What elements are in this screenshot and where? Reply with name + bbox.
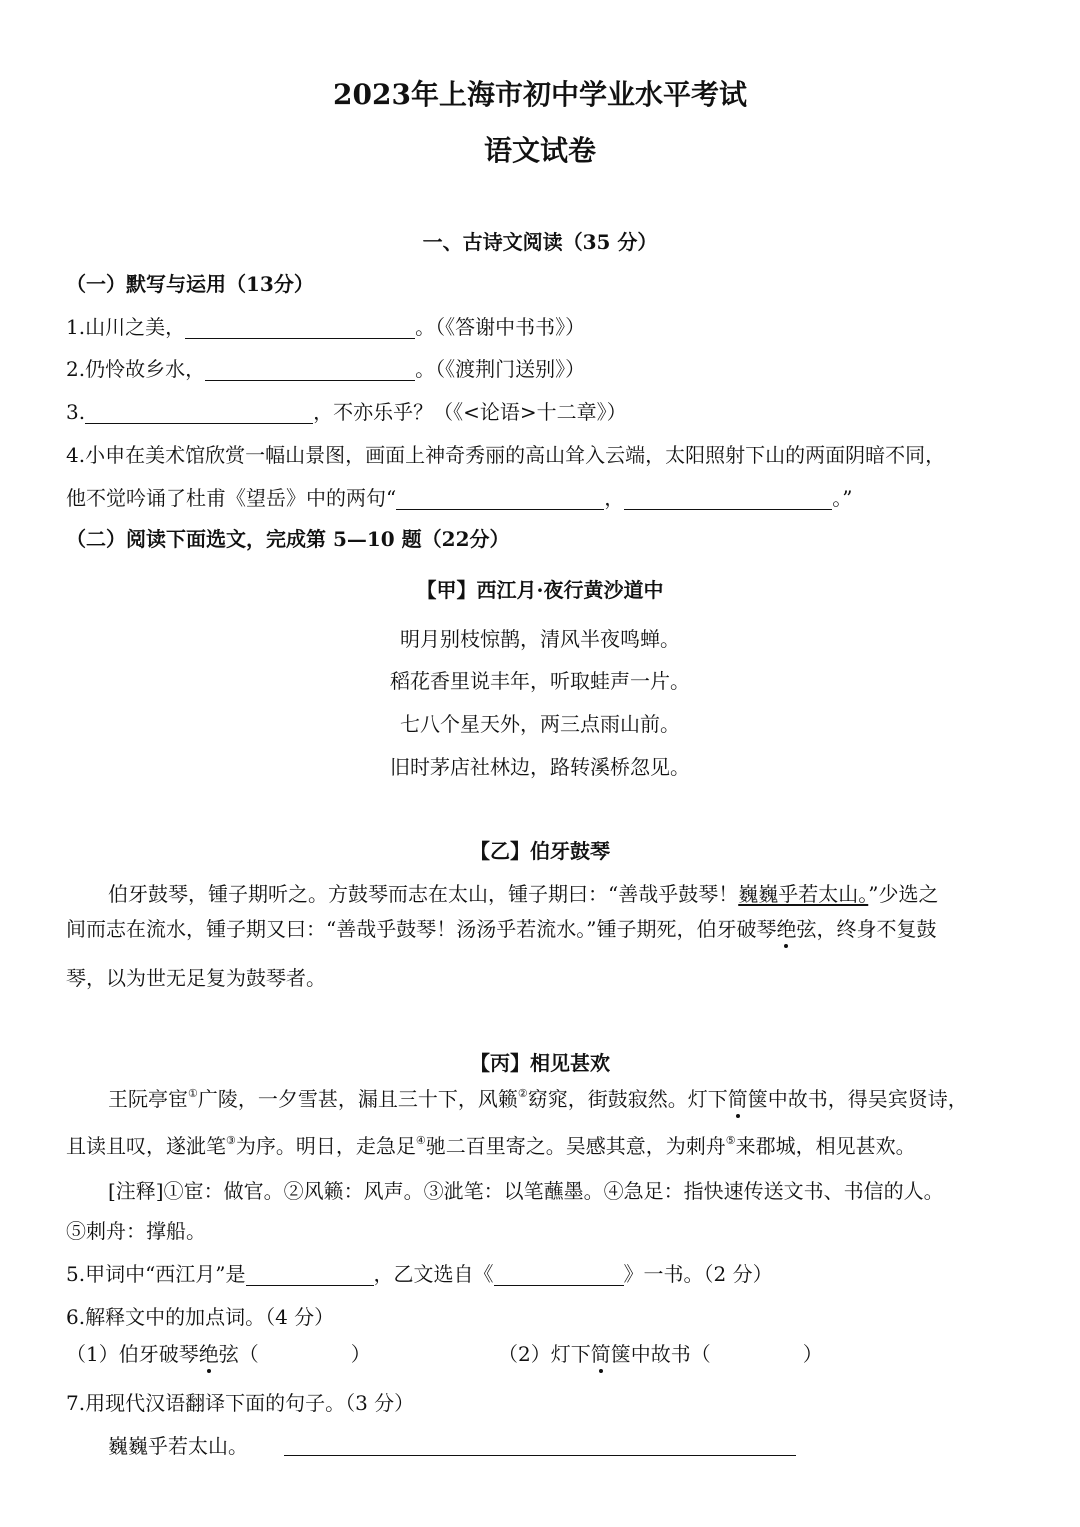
part1-heading: （一）默写与运用（13分） <box>66 272 314 296</box>
annotation-line2: ⑤刺舟：撑船。 <box>66 1219 206 1243</box>
bing-text: 广陵，一夕雪甚，漏且三十下，风籁 <box>197 1087 518 1111</box>
text-yi-para-line1 <box>108 882 938 906</box>
poem-jia-title: 【甲】西江月·夜行黄沙道中 <box>416 578 664 602</box>
question-2 <box>66 357 585 381</box>
question-1 <box>66 315 585 339</box>
poem-jia-line: 旧时茅店社林边，路转溪桥忽见。 <box>390 755 690 779</box>
q4-answer-blank-1[interactable] <box>396 489 604 510</box>
q6a-suffix: 弦（ <box>218 1342 259 1366</box>
annotation-line1: [注释]①宦：做官。②风籁：风声。③泚笔：以笔蘸墨。④急足：指快速传送文书、书信的人。 <box>108 1179 944 1203</box>
q5-answer-blank-1[interactable] <box>246 1265 374 1286</box>
question-3 <box>66 400 627 424</box>
question-4-line2 <box>66 486 852 510</box>
bing-text: 王阮亭宦 <box>108 1087 188 1111</box>
yi-text: 伯牙鼓琴，锺子期听之。方鼓琴而志在太山，锺子期曰：“善哉乎鼓琴！ <box>108 882 739 906</box>
text-yi-para-line3: 琴，以为世无足复为鼓琴者。 <box>66 966 326 990</box>
exam-title: 2023年上海市初中学业水平考试 <box>333 78 747 111</box>
yi-text: 弦，终身不复鼓 <box>796 917 937 941</box>
q1-prefix: 1.山川之美， <box>66 315 186 339</box>
bing-text: 箧中故书，得吴宾贤诗， <box>747 1087 968 1111</box>
part2-heading: （二）阅读下面选文，完成第 5—10 题（22分） <box>66 527 510 551</box>
question-5 <box>66 1262 773 1286</box>
yi-text: ”少选之 <box>868 882 939 906</box>
question-7-stem: 7.用现代汉语翻译下面的句子。（3 分） <box>66 1391 415 1415</box>
poem-jia-line: 稻花香里说丰年，听取蛙声一片。 <box>390 669 690 693</box>
yi-underlined-sentence: 巍巍乎若太山。 <box>738 882 869 906</box>
text-bing-title: 【丙】相见甚欢 <box>470 1051 610 1075</box>
q6b-dotted-word: 简 <box>590 1342 611 1366</box>
text-yi-title: 【乙】伯牙鼓琴 <box>470 839 610 863</box>
text-yi-para-line2 <box>66 917 936 941</box>
q2-suffix: 。（《渡荆门送别》） <box>415 357 586 381</box>
footnote-marker: ① <box>188 1087 198 1100</box>
q3-prefix: 3. <box>66 400 86 424</box>
text-bing-para-line2 <box>66 1134 916 1158</box>
q5-answer-blank-2[interactable] <box>494 1265 624 1286</box>
bing-text: 为序。明日，走急足 <box>235 1134 416 1158</box>
q4-answer-blank-2[interactable] <box>624 489 832 510</box>
footnote-marker: ⑤ <box>725 1134 736 1147</box>
q6a-prefix: （1）伯牙破琴 <box>66 1342 199 1366</box>
question-4-line1: 4.小申在美术馆欣赏一幅山景图，画面上神奇秀丽的高山耸入云端，太阳照射下山的两面阴暗不同， <box>66 443 946 467</box>
bing-dotted-word: 简 <box>727 1087 748 1111</box>
section-heading: 一、古诗文阅读（35 分） <box>422 230 658 254</box>
q6a-dotted-word: 绝 <box>198 1342 219 1366</box>
footnote-marker: ④ <box>415 1134 426 1147</box>
yi-dotted-word: 绝 <box>776 917 797 941</box>
footnote-marker: ② <box>517 1087 528 1100</box>
q5-prefix: 5.甲词中“西江月”是 <box>66 1262 246 1286</box>
q4-prefix: 他不觉吟诵了杜甫《望岳》中的两句“ <box>66 486 397 510</box>
poem-jia-line: 明月别枝惊鹊，清风半夜鸣蝉。 <box>400 627 680 651</box>
q2-prefix: 2.仍怜故乡水， <box>66 357 206 381</box>
poem-jia-line: 七八个星天外，两三点雨山前。 <box>400 712 680 736</box>
yi-text: 间而志在流水，锺子期又曰：“善哉乎鼓琴！汤汤乎若流水。”锺子期死，伯牙破琴 <box>66 917 777 941</box>
q7-answer-line[interactable] <box>284 1455 796 1456</box>
bing-text: 窈窕，街鼓寂然。灯下 <box>527 1087 728 1111</box>
question-6-b <box>498 1342 823 1366</box>
bing-text: 来郡城，相见甚欢。 <box>735 1134 916 1158</box>
question-7-sentence: 巍巍乎若太山。 <box>108 1434 248 1458</box>
q6b-close: ） <box>802 1342 823 1366</box>
q2-answer-blank[interactable] <box>205 360 415 381</box>
q6b-suffix: 箧中故书（ <box>610 1342 711 1366</box>
bing-text: 驰二百里寄之。吴感其意，为刺舟 <box>425 1134 726 1158</box>
q6a-close: ） <box>350 1342 371 1366</box>
q3-answer-blank[interactable] <box>85 403 313 424</box>
q5-middle: ，乙文选自《 <box>373 1262 494 1286</box>
q4-separator: ， <box>604 486 625 510</box>
question-6-a <box>66 1342 371 1366</box>
q1-answer-blank[interactable] <box>185 318 415 339</box>
q6b-prefix: （2）灯下 <box>498 1342 591 1366</box>
q3-suffix: ，不亦乐乎？（《<论语>十二章》） <box>313 400 627 424</box>
q1-suffix: 。（《答谢中书书》） <box>415 315 586 339</box>
text-bing-para-line1 <box>108 1087 968 1111</box>
q5-suffix: 》一书。（2 分） <box>623 1262 773 1286</box>
exam-subtitle: 语文试卷 <box>483 134 596 167</box>
q4-suffix: 。” <box>832 486 853 510</box>
bing-text: 且读且叹，遂泚笔 <box>66 1134 226 1158</box>
question-6-stem: 6.解释文中的加点词。（4 分） <box>66 1305 335 1329</box>
footnote-marker: ③ <box>226 1134 236 1147</box>
